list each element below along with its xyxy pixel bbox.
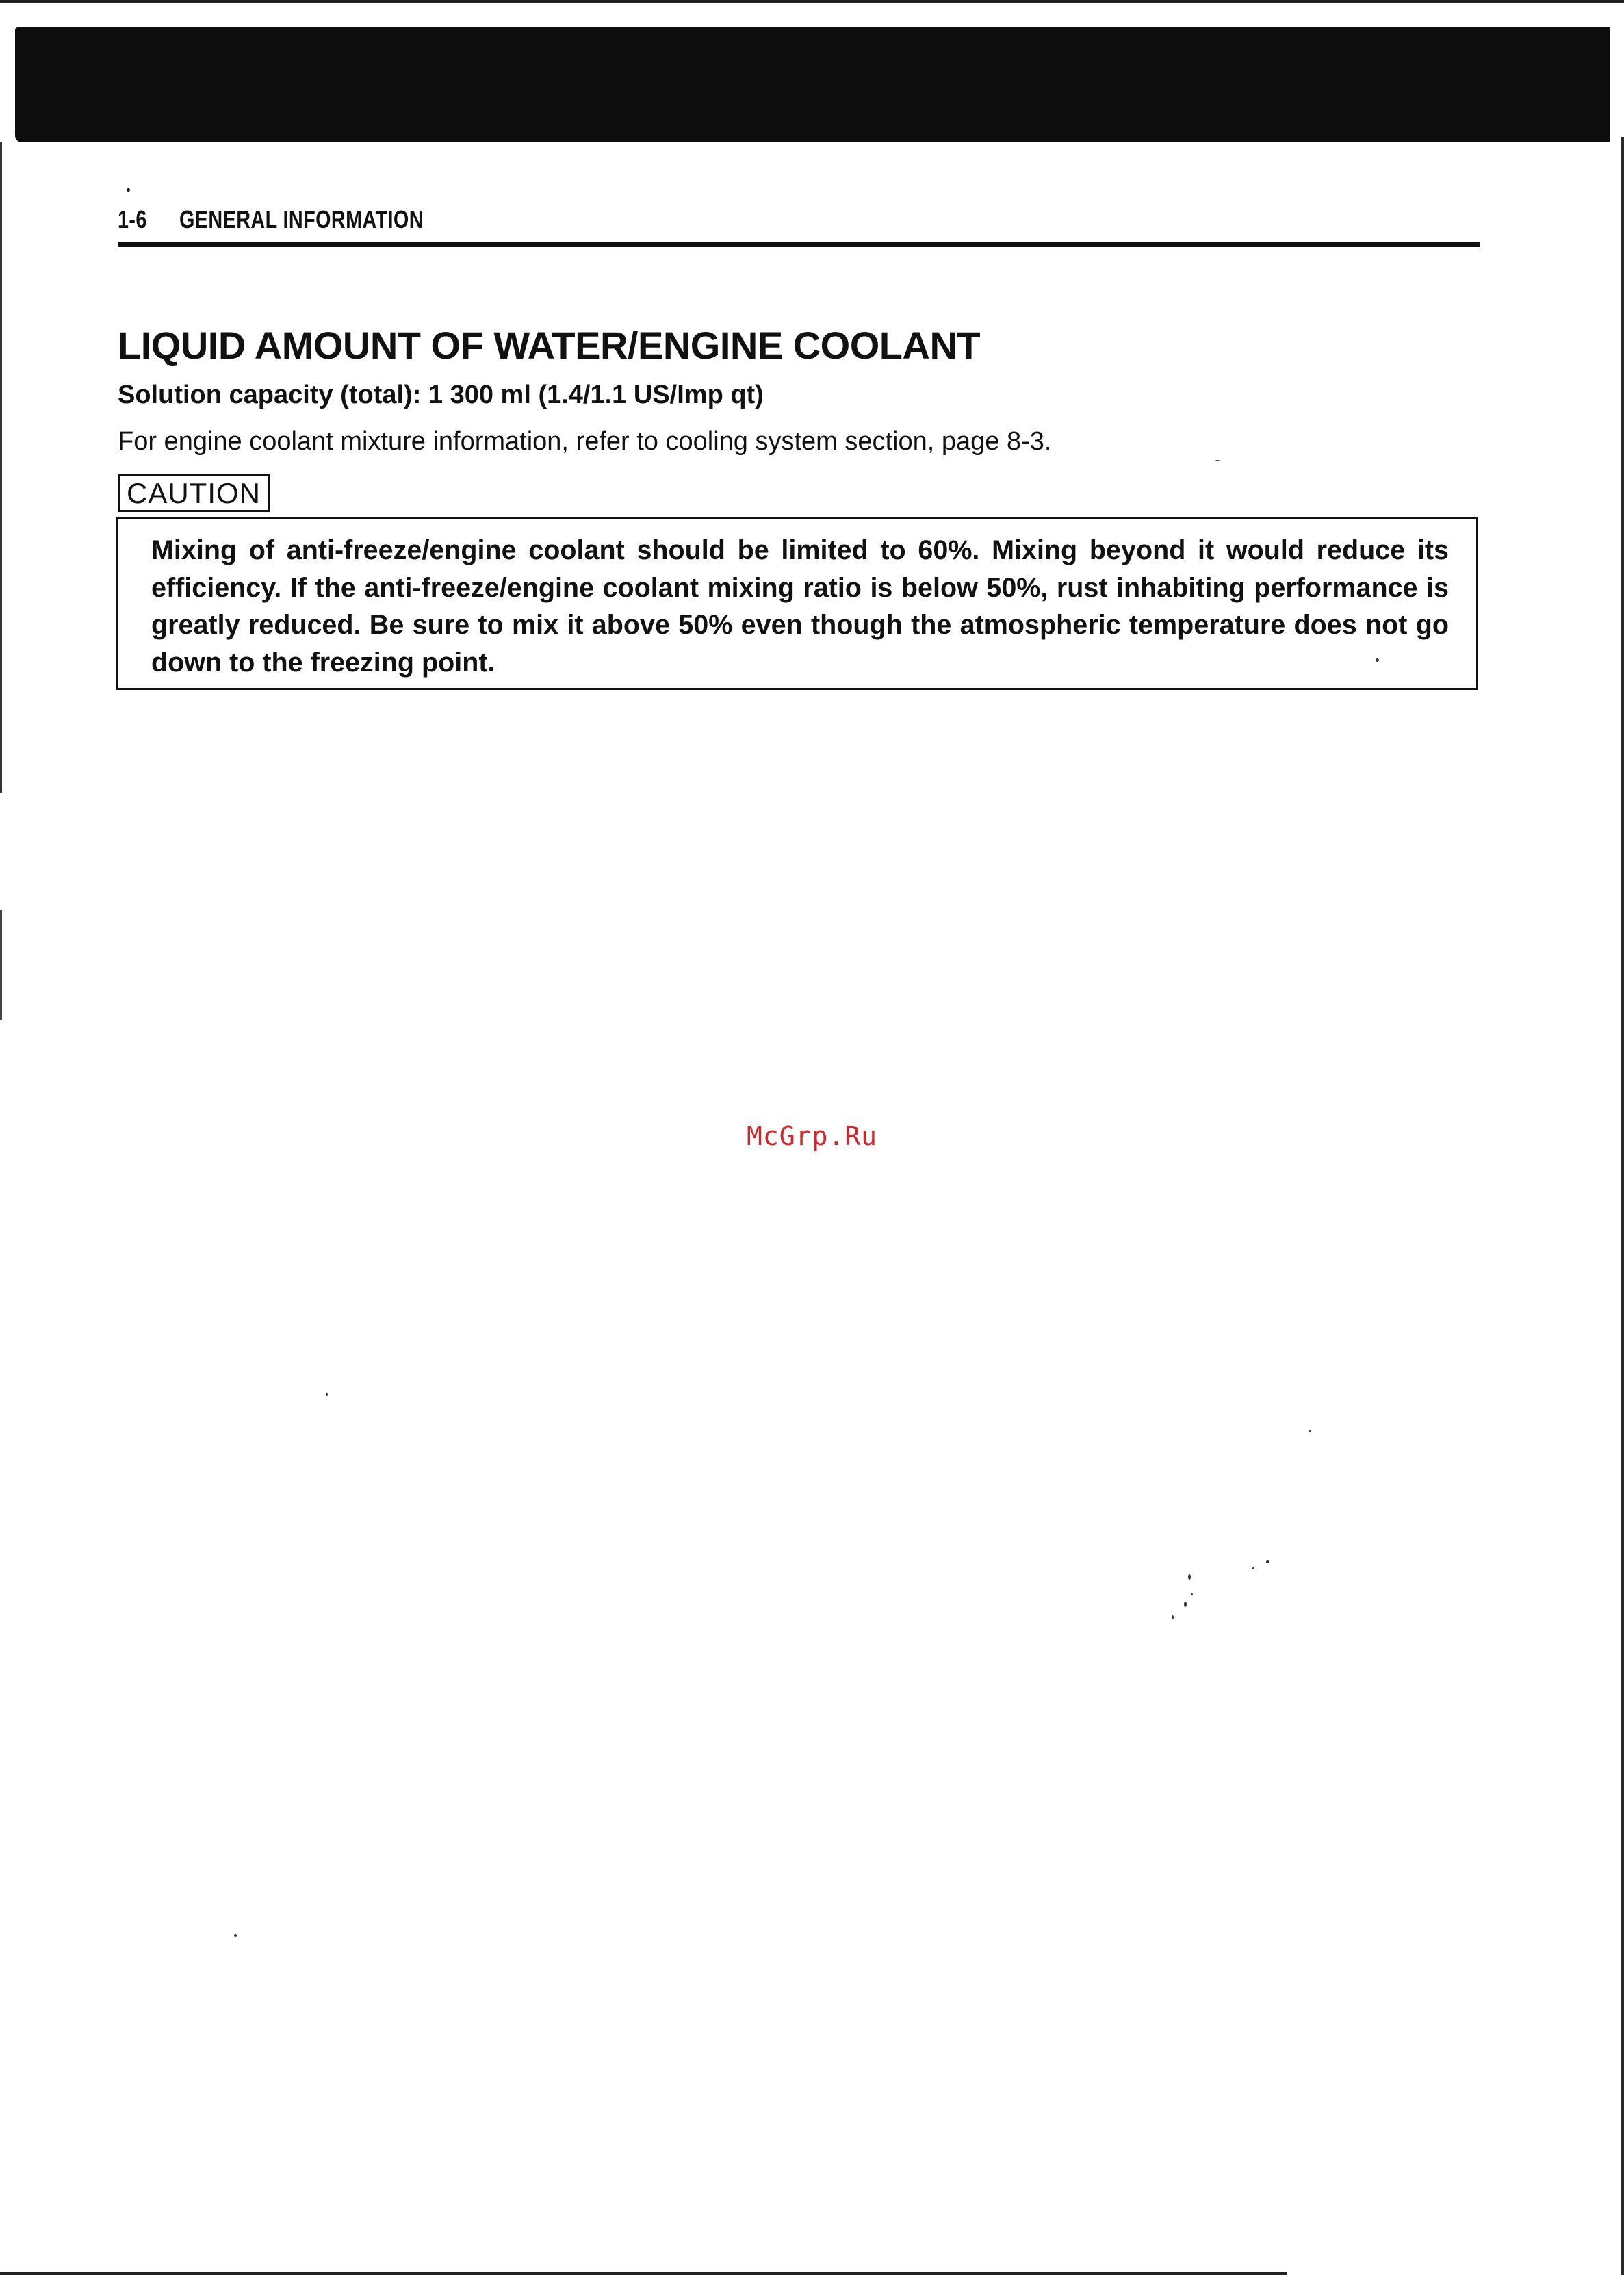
scan-edge-left-lower [0, 910, 2, 1020]
scan-speck [1188, 1574, 1191, 1580]
scan-speck [234, 1934, 237, 1937]
scan-speck [1172, 1615, 1174, 1619]
page-title: LIQUID AMOUNT OF WATER/ENGINE COOLANT [118, 324, 981, 367]
header-black-band [15, 27, 1610, 142]
section-title: GENERAL INFORMATION [179, 205, 424, 233]
scan-dot [127, 188, 130, 192]
page-header [118, 201, 1480, 247]
scan-speck [326, 1393, 328, 1396]
scan-speck [1184, 1602, 1187, 1607]
scan-speck [1215, 460, 1220, 461]
scan-edge-bottom [0, 2272, 1287, 2275]
scan-speck [1309, 1430, 1311, 1432]
scan-speck [1266, 1560, 1269, 1563]
solution-capacity: Solution capacity (total): 1 300 ml (1.4/1.1 US/Imp qt) [118, 381, 764, 409]
page-number: 1-6 [118, 205, 147, 233]
scan-edge-left [0, 142, 2, 793]
scan-speck [1252, 1567, 1254, 1569]
scan-speck [1191, 1593, 1193, 1595]
watermark: McGrp.Ru [746, 1121, 878, 1151]
reference-text: For engine coolant mixture information, refer to cooling system section, page 8-3. [118, 427, 1052, 456]
scan-edge-right [1621, 137, 1624, 2275]
caution-text: Mixing of anti-freeze/engine coolant should be limited to 60%. Mixing beyond it would reduce its efficiency. If the anti-freeze/engine coolant mixing ratio is below 50%, rust inhabiting performance is greatly reduced. Be sure to mix it above 50% even though the atmospheric temperature does not go down to the freezing point. [151, 535, 1449, 678]
scan-edge-top [0, 0, 1624, 3]
caution-box [116, 517, 1478, 690]
scan-speck [1376, 658, 1379, 662]
caution-label: CAUTION [118, 474, 270, 512]
